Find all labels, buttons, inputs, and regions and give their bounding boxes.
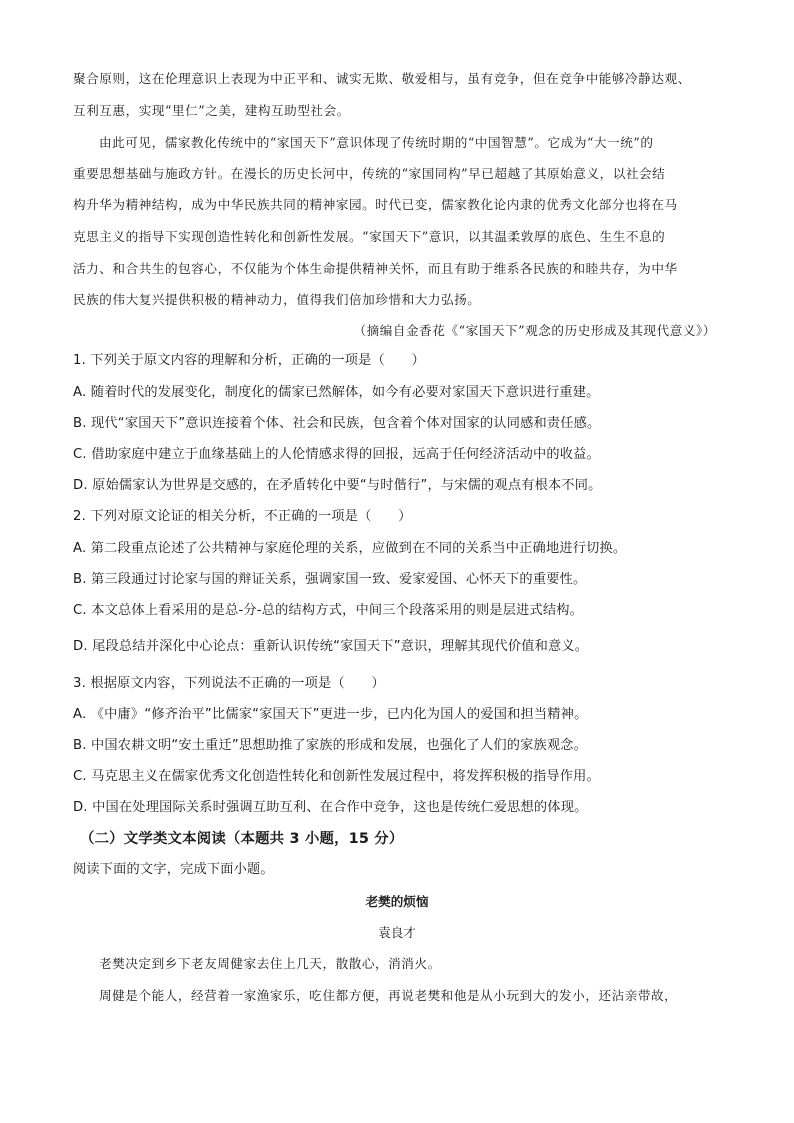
passage-line: 克思主义的指导下实现创造性转化和创新性发展。“家国天下”意识，以其温柔敦厚的底色、生生不息的: [73, 229, 666, 244]
question-option: C. 马克思主义在儒家优秀文化创造性转化和创新性发展过程中，将发挥积极的指导作用。: [73, 769, 600, 784]
question-option: B. 第三段通过讨论家与国的辩证关系，强调家国一致、爱家爱国、心怀天下的重要性。: [73, 572, 587, 587]
question-option: C. 借助家庭中建立于血缘基础上的人伦情感求得的回报，远高于任何经济活动中的收益。: [73, 447, 600, 462]
source-note: （摘编自金香花《“家国天下”观念的历史形成及其现代意义》）: [353, 323, 716, 338]
passage-line: 互利互惠，实现“里仁”之美，建构互助型社会。: [73, 103, 350, 118]
story-paragraph: 老樊决定到乡下老友周健家去住上几天，散散心，消消火。: [99, 956, 441, 971]
question-option: B. 中国农耕文明“安土重迁”思想助推了家族的形成和发展，也强化了人们的家族观念。: [73, 738, 588, 753]
passage-line: 活力、和合共生的包容心，不仅能为个体生命提供精神关怀，而且有助于维系各民族的和睦共存，为中华: [73, 261, 678, 276]
question-option: B. 现代“家国天下”意识连接着个体、社会和民族，包含着个体对国家的认同感和责任感。: [73, 416, 601, 431]
question-option: A. 《中庸》“修齐治平”比儒家“家国天下”更进一步，已内化为国人的爱国和担当精神。: [73, 707, 588, 722]
question-stem: 2. 下列对原文论证的相关分析，不正确的一项是（ ）: [73, 509, 412, 524]
passage-line: 民族的伟大复兴提供积极的精神动力，值得我们倍加珍惜和大力弘扬。: [73, 292, 481, 307]
passage-line: 由此可见，儒家教化传统中的“家国天下”意识体现了传统时期的“中国智慧”。它成为“大一统”的: [99, 135, 654, 150]
question-option: A. 随着时代的发展变化，制度化的儒家已然解体，如今有必要对家国天下意识进行重建。: [73, 385, 600, 400]
instruction-text: 阅读下面的文字，完成下面小题。: [73, 862, 274, 877]
passage-line: 构升华为精神结构，成为中华民族共同的精神家园。时代已变，儒家教化论内隶的优秀文化部分也将在马: [73, 197, 678, 212]
story-title: 老樊的烦恼: [365, 894, 429, 909]
question-option: C. 本文总体上看采用的是总-分-总的结构方式，中间三个段落采用的则是层进式结构。: [73, 603, 584, 618]
story-paragraph: 周健是个能人，经营着一家渔家乐，吃住都方便，再说老樊和他是从小玩到大的发小，还沾亲带故，: [99, 988, 678, 1003]
question-option: A. 第二段重点论述了公共精神与家庭伦理的关系，应做到在不同的关系当中正确地进行切换。: [73, 541, 627, 556]
passage-line: 重要思想基础与施政方针。在漫长的历史长河中，传统的“家国同构”早已超越了其原始意义，以社会结: [73, 166, 666, 181]
section-heading: （二）文学类文本阅读（本题共 3 小题，15 分）: [80, 831, 404, 847]
question-option: D. 原始儒家认为世界是交感的，在矛盾转化中要“与时偕行”，与宋儒的观点有根本不同。: [73, 478, 602, 493]
question-stem: 1. 下列关于原文内容的理解和分析，正确的一项是（ ）: [73, 353, 426, 368]
question-option: D. 中国在处理国际关系时强调互助互利、在合作中竞争，这也是传统仁爱思想的体现。: [73, 800, 588, 815]
question-option: D. 尾段总结并深化中心论点：重新认识传统“家国天下”意识，理解其现代价值和意义。: [73, 639, 589, 654]
question-stem: 3. 根据原文内容，下列说法不正确的一项是（ ）: [73, 676, 385, 691]
story-author: 袁良才: [378, 925, 416, 940]
passage-line: 聚合原则，这在伦理意识上表现为中正平和、诚实无欺、敬爱相与，虽有竞争，但在竞争中能够冷静达观、: [73, 71, 691, 86]
